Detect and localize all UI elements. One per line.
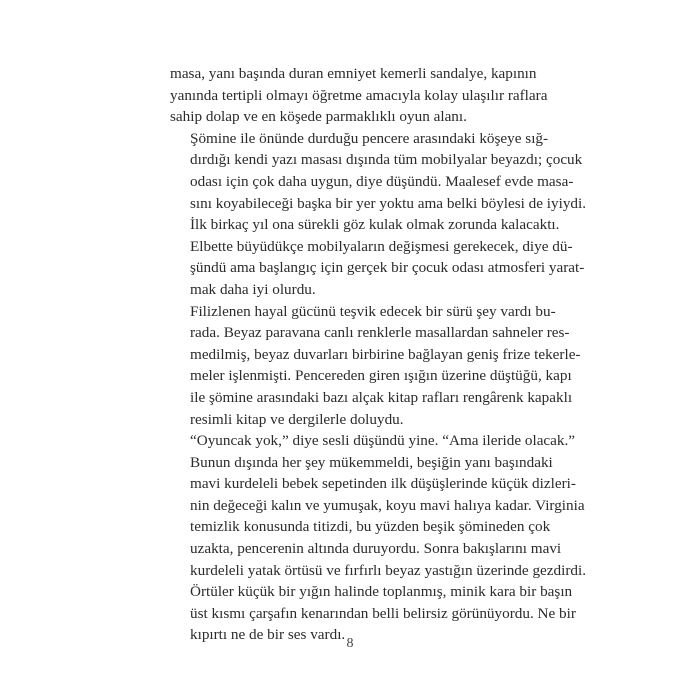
text-line: sını koyabileceği başka bir yer yoktu ama belki böylesi de iyiydi. (190, 194, 587, 212)
text-line: şündü ama başlangıç için gerçek bir çocuk odası atmosferi yarat- (190, 259, 585, 277)
paragraph (170, 430, 576, 452)
paragraph (170, 63, 548, 128)
text-line: masa, yanı başında duran emniyet kemerli sandalye, kapının (170, 65, 537, 82)
text-line: mak daha iyi olurdu. (190, 280, 316, 298)
text-line: yanında tertipli olmayı öğretme amacıyla kolay ulaşılır raflara (170, 86, 548, 104)
text-line: dırdığı kendi yazı masası dışında tüm mobilyalar beyazdı; çocuk (190, 151, 583, 169)
text-line: ile şömine arasındaki bazı alçak kitap rafları rengârenk kapaklı (190, 388, 573, 406)
text-line: medilmiş, beyaz duvarları birbirine bağlayan geniş frize tekerle- (190, 345, 581, 363)
text-line: İlk birkaç yıl ona sürekli göz kulak olmak zorunda kalacaktı. (190, 216, 560, 234)
page-body (170, 63, 587, 646)
text-line: rada. Beyaz paravana canlı renklerle masallardan sahneler res- (190, 324, 570, 342)
text-line: “Oyuncak yok,” diye sesli düşündü yine. “Ama ileride olacak.” (190, 432, 576, 450)
text-line: mavi kurdeleli bebek sepetinden ilk düşüşlerinde küçük dizleri- (190, 475, 576, 493)
text-line: nin değeceği kalın ve yumuşak, koyu mavi halıya kadar. Virginia (190, 496, 585, 514)
text-line: Bunun dışında her şey mükemmeldi, beşiğin yanı başındaki (190, 453, 553, 471)
text-line: üst kısmı çarşafın kenarından belli belirsiz görünüyordu. Ne bir (190, 604, 576, 622)
text-line: resimli kitap ve dergilerle doluydu. (190, 410, 404, 428)
text-line: Şömine ile önünde durduğu pencere arasındaki köşeye sığ- (190, 129, 549, 147)
paragraph (170, 452, 586, 646)
text-line: uzakta, pencerenin altında duruyordu. Sonra bakışlarını mavi (190, 540, 562, 558)
paragraph (170, 128, 587, 301)
text-line: Örtüler küçük bir yığın halinde toplanmış, minik kara bir başın (190, 583, 573, 601)
text-line: Elbette büyüdükçe mobilyaların değişmesi gerekecek, diye dü- (190, 237, 573, 255)
paragraph (170, 301, 581, 431)
text-line: Filizlenen hayal gücünü teşvik edecek bir sürü şey vardı bu- (190, 302, 556, 320)
text-line: kurdeleli yatak örtüsü ve fırfırlı beyaz yastığın üzerinde gezdirdi. (190, 561, 586, 579)
text-line: temizlik konusunda titizdi, bu yüzden beşik şömineden çok (190, 518, 551, 536)
text-line: kıpırtı ne de bir ses vardı. (190, 626, 346, 644)
text-line: sahip dolap ve en köşede parmaklıklı oyun alanı. (170, 108, 467, 126)
text-line: meler işlenmişti. Pencereden giren ışığın üzerine düştüğü, kapı (190, 367, 572, 385)
page-number: 8 (346, 636, 354, 651)
text-line: odası için çok daha uygun, diye düşündü. Maalesef evde masa- (190, 172, 574, 190)
